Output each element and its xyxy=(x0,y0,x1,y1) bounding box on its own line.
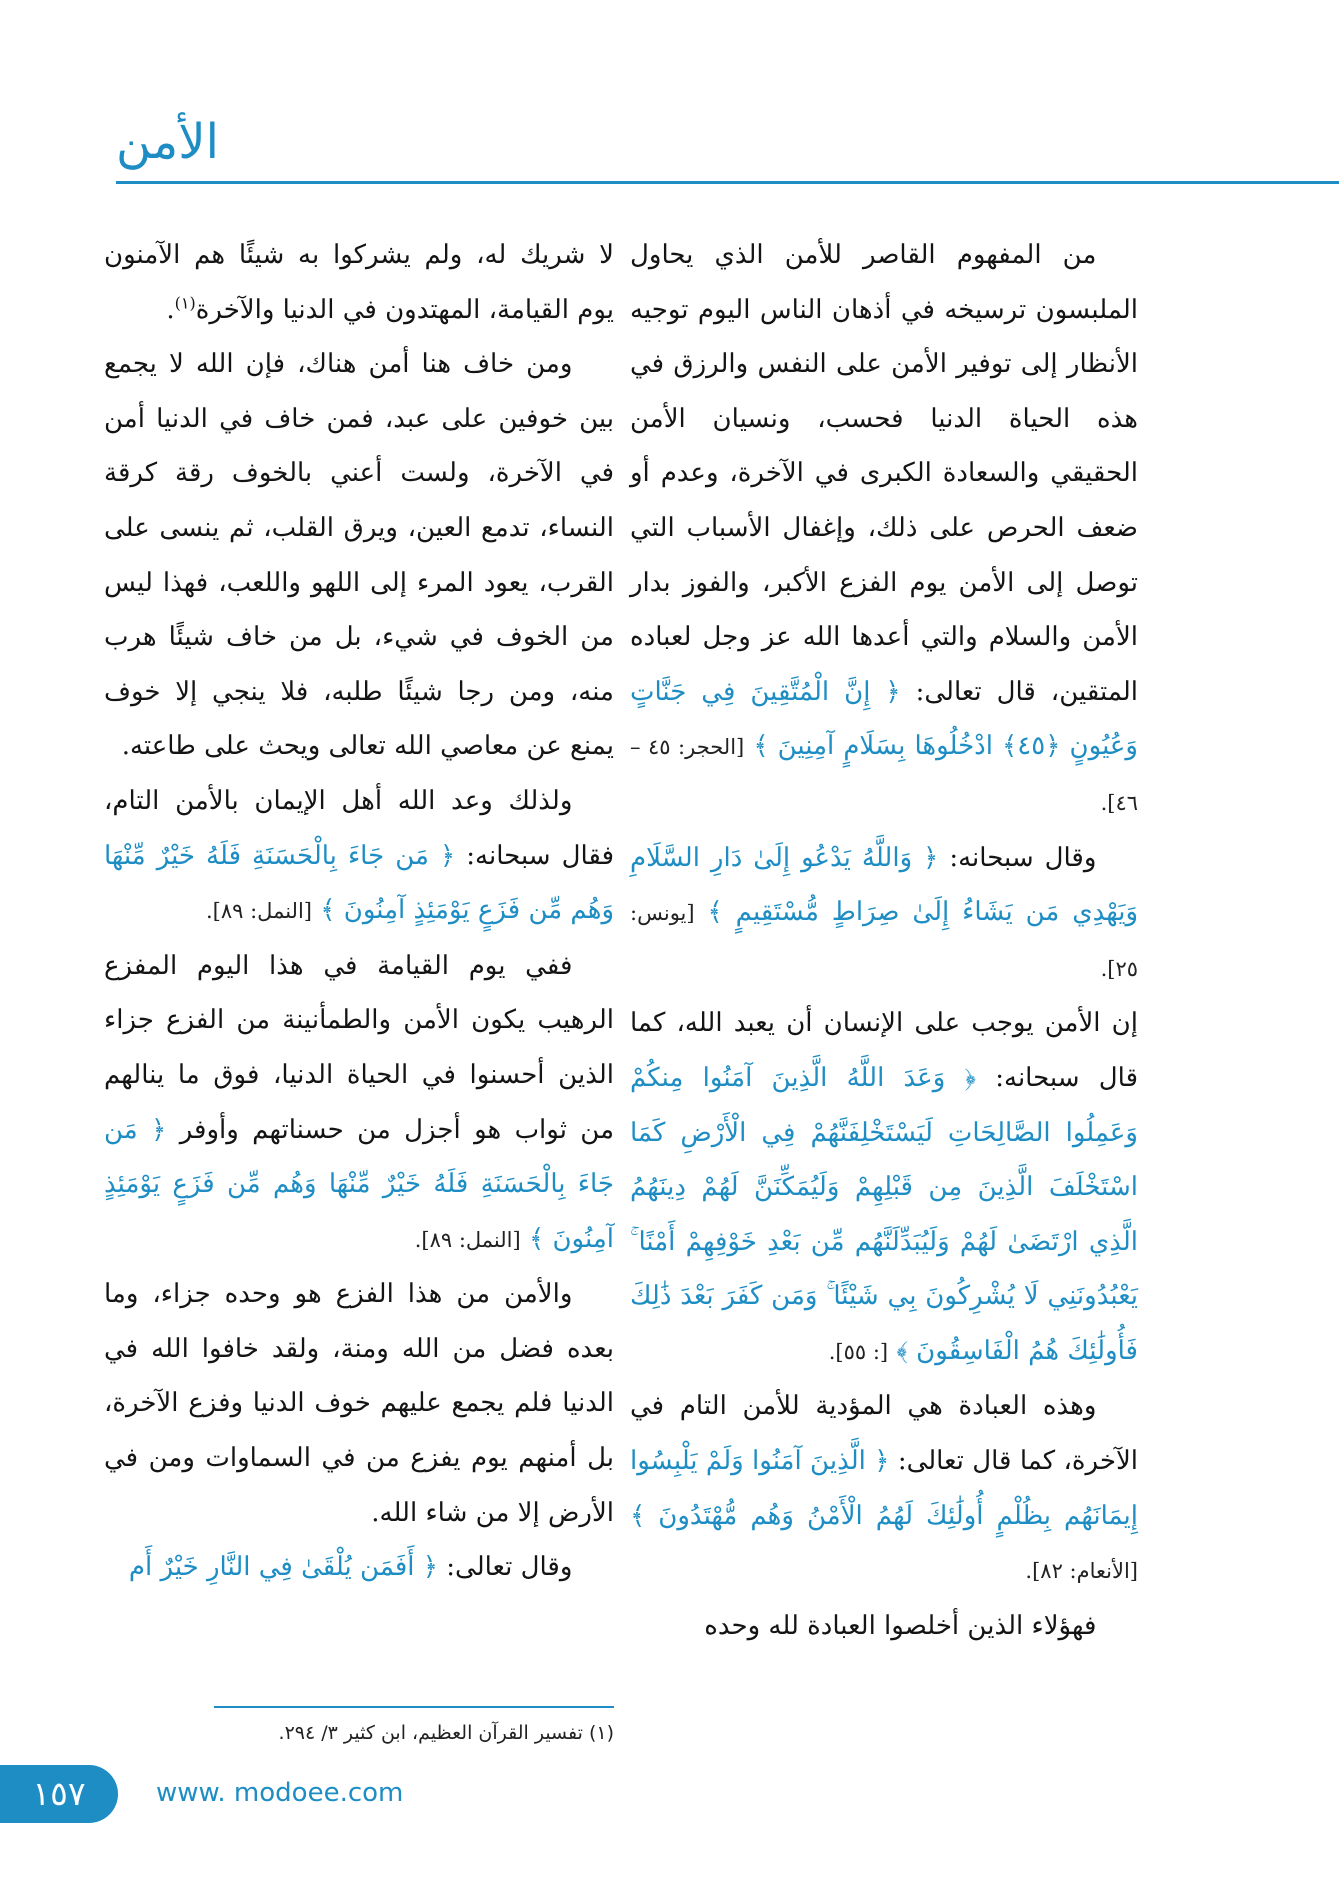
header-divider xyxy=(116,181,1339,184)
right-column xyxy=(630,228,1138,1653)
left-column xyxy=(104,228,614,1595)
paragraph xyxy=(104,774,614,939)
quran-verse: ﴿ وَاللَّهُ يَدْعُو إِلَىٰ دَارِ السَّلَامِ وَيَهْدِي مَن يَشَاءُ إِلَىٰ صِرَاطٍ مُّسْتَقِيمٍ ﴾ xyxy=(630,842,1139,928)
paragraph-text: فهؤلاء الذين أخلصوا العبادة لله وحده xyxy=(704,1610,1097,1641)
verse-reference: [النمل: ٨٩]. xyxy=(414,1227,521,1252)
paragraph xyxy=(104,1267,614,1540)
quran-verse: ﴿ مَن جَاءَ بِالْحَسَنَةِ فَلَهُ خَيْرٌ مِّنْهَا وَهُم مِّن فَزَعٍ يَوْمَئِذٍ آمِنُونَ ﴾ xyxy=(104,1114,614,1254)
paragraph-text: لا شريك له، ولم يشركوا به شيئًا هم الآمنون يوم القيامة، المهتدون في الدنيا والآخرة xyxy=(104,240,614,325)
paragraph-text: وقال سبحانه: xyxy=(949,842,1097,873)
paragraph-text: وقال تعالى: xyxy=(446,1552,573,1583)
paragraph: لا شريك له، ولم يشركوا به شيئًا هم الآمنون يوم القيامة، المهتدون في الدنيا والآخرة$^{(١)}$. xyxy=(104,240,614,325)
verse-reference: [الحجر: ٤٥ – ٤٦]. xyxy=(630,735,1138,815)
paragraph xyxy=(630,228,1138,831)
quran-verse: ﴿ وَعَدَ اللَّهُ الَّذِينَ آمَنُوا مِنكُمْ وَعَمِلُوا الصَّالِحَاتِ لَيَسْتَخْلِفَنَّهُمْ فِي الْأَرْضِ كَمَا اسْتَخْلَفَ الَّذِينَ مِن قَبْلِهِمْ وَلَيُمَكِّنَنَّ لَهُمْ دِينَهُمُ الَّذِي ارْتَضَىٰ لَهُمْ وَلَيُبَدِّلَنَّهُم مِّن بَعْدِ خَوْفِهِمْ أَمْنًا ۚ يَعْبُدُونَنِي لَا يُشْرِكُونَ بِي شَيْئًا ۚ وَمَن كَفَرَ بَعْدَ ذَٰلِكَ فَأُولَٰئِكَ هُمُ الْفَاسِقُونَ ﴾ xyxy=(630,1062,1138,1366)
paragraph-text: ومن خاف هنا أمن هناك، فإن الله لا يجمع بين خوفين على عبد، فمن خاف في الدنيا أمن في الآخرة، ولست أعني بالخوف رقة كرقة النساء، تدمع العين، ويرق القلب، ثم ينسى على القرب، يعود المرء إلى اللهو واللعب، فهذا ليس من الخوف في شيء، بل من خاف شيئًا هرب منه، ومن رجا شيئًا طلبه، فلا ينجي إلا خوف يمنع عن معاصي الله تعالى ويحث على طاعته. xyxy=(104,349,614,762)
quran-verse: ﴿ أَفَمَن يُلْقَىٰ فِي النَّارِ خَيْرٌ أَم xyxy=(128,1552,439,1583)
paragraph xyxy=(630,831,1138,997)
verse-reference: [النمل: ٨٩]. xyxy=(205,899,312,924)
verse-reference: [: ٥٥]. xyxy=(828,1339,889,1364)
paragraph xyxy=(630,996,1138,1379)
paragraph-text: ولذلك وعد الله أهل الإيمان بالأمن التام، فقال سبحانه: xyxy=(104,785,615,871)
quran-verse: ﴿ مَن جَاءَ بِالْحَسَنَةِ فَلَهُ خَيْرٌ مِّنْهَا وَهُم مِّن فَزَعٍ يَوْمَئِذٍ آمِنُونَ ﴾ xyxy=(104,840,614,926)
paragraph xyxy=(630,1599,1138,1654)
verse-reference: [الأنعام: ٨٢]. xyxy=(1025,1559,1138,1584)
paragraph-text: والأمن من هذا الفزع هو وحده جزاء، وما بعده فضل من الله ومنة، ولقد خافوا الله في الدنيا فلم يجمع عليهم خوف الدنيا وفزع الآخرة، بل أمنهم يوم يفزع من في السماوات ومن في الأرض إلا من شاء الله. xyxy=(104,1279,614,1528)
footnote-marker[interactable]: (١) xyxy=(174,292,196,312)
page-number: ١٥٧ xyxy=(0,1765,118,1823)
footnote-divider xyxy=(214,1706,614,1708)
quran-verse: ﴿ إِنَّ الْمُتَّقِينَ فِي جَنَّاتٍ وَعُيُونٍ ﴿٤٥﴾ ادْخُلُوهَا بِسَلَامٍ آمِنِينَ ﴾ xyxy=(630,676,1138,762)
paragraph xyxy=(630,1379,1138,1598)
quran-verse: ﴿ الَّذِينَ آمَنُوا وَلَمْ يَلْبِسُوا إِيمَانَهُم بِظُلْمٍ أُولَٰئِكَ لَهُمُ الْأَمْنُ وَهُم مُّهْتَدُونَ ﴾ xyxy=(630,1446,1138,1531)
verse-reference: [يونس: ٢٥]. xyxy=(630,901,1138,981)
paragraph-text: إن الأمن يوجب على الإنسان أن يعبد الله، كما قال سبحانه: xyxy=(630,1008,1138,1093)
website-link[interactable]: www. modoee.com xyxy=(156,1778,404,1808)
paragraph-text: من المفهوم القاصر للأمن الذي يحاول الملبسون ترسيخه في أذهان الناس اليوم توجيه الأنظار إلى توفير الأمن على النفس والرزق في هذه الحياة الدنيا فحسب، ونسيان الأمن الحقيقي والسعادة الكبرى في الآخرة، وعدم أو ضعف الحرص على ذلك، وإغفال الأسباب التي توصل إلى الأمن يوم الفزع الأكبر، والفوز بدار الأمن والسلام والتي أعدها الله عز وجل لعباده المتقين، قال تعالى: xyxy=(630,240,1139,707)
paragraph-text: ففي يوم القيامة في هذا اليوم المفزع الرهيب يكون الأمن والطمأنينة من الفزع جزاء الذين أحسنوا في الحياة الدنيا، فوق ما ينالهم من ثواب هو أجزل من حسناتهم وأوفر xyxy=(104,950,615,1145)
page-title: الأمن xyxy=(116,114,219,170)
paragraph xyxy=(104,1540,614,1595)
footnote: (١) تفسير القرآن العظيم، ابن كثير ٣/ ٢٩٤. xyxy=(278,1722,614,1744)
paragraph xyxy=(104,337,614,774)
paragraph xyxy=(104,939,614,1268)
paragraph-text: وهذه العبادة هي المؤدية للأمن التام في الآخرة، كما قال تعالى: xyxy=(630,1391,1138,1477)
